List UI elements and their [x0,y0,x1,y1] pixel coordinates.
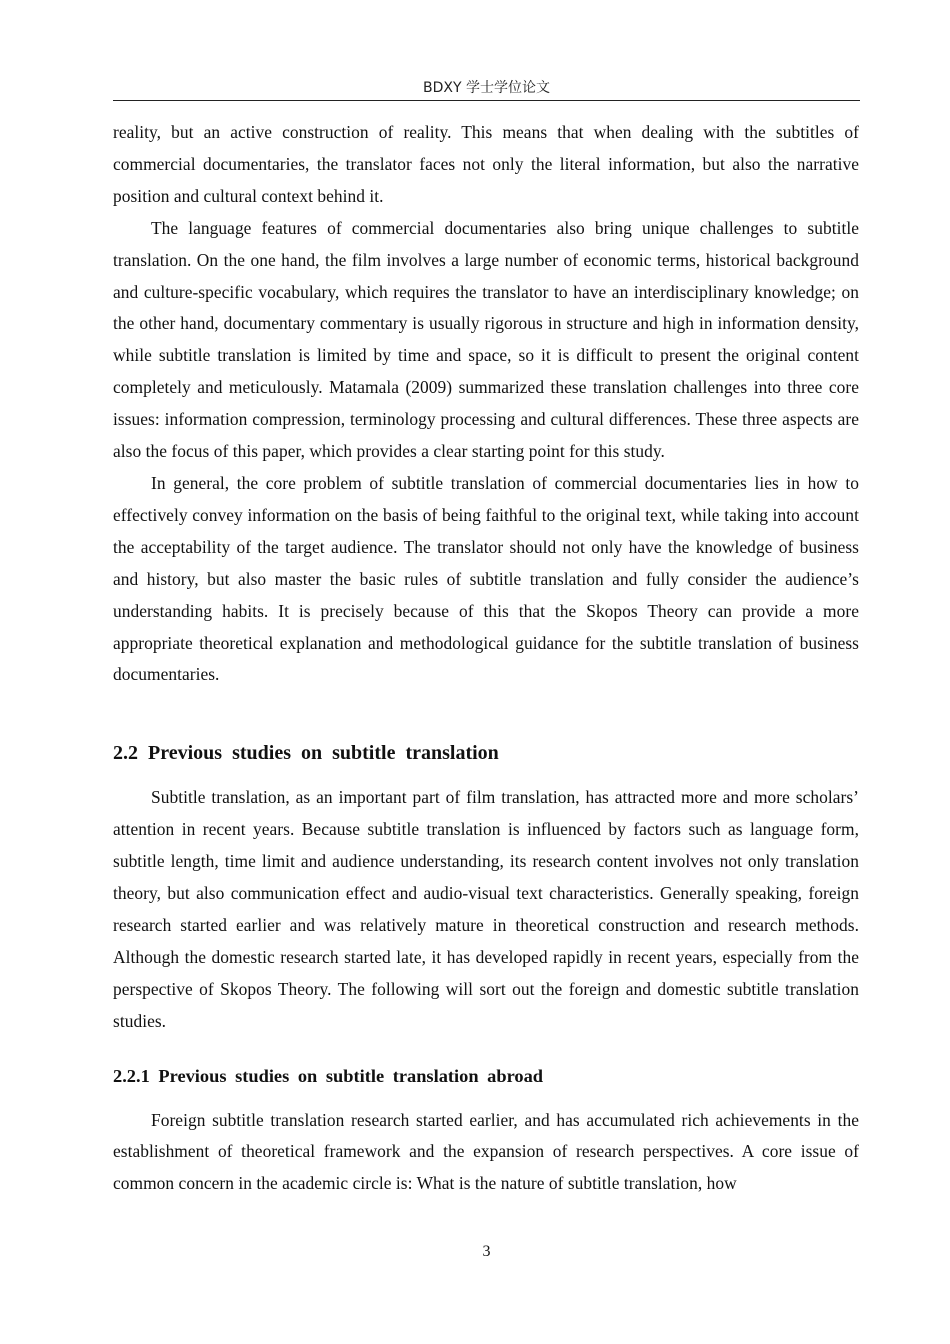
page-number: 3 [482,1243,491,1260]
paragraph-foreign-research: Foreign subtitle translation research started earlier, and has accumulated rich achievements in the establishment of theoretical framework and the expansion of research perspectives. A core issue of common concern in the academic circle is: What is the nature of subtitle translation, how [113,1109,859,1194]
paragraph-subtitle-translation-overview: Subtitle translation, as an important part of film translation, has attracted more and more scholars’ attention in recent years. Because subtitle translation is influenced by factors such as language form, subtitle length, time limit and audience understanding, its research content involves not only translation theory, but also communication effect and audio-visual text characteristics. Generally speaking, foreign research started earlier and was relatively mature in theoretical construction and research methods. Although the domestic research started late, it has developed rapidly in recent years, especially from the perspective of Skopos Theory. The following will sort out the foreign and domestic subtitle translation studies. [113,787,859,1031]
page-body [113,117,859,1200]
paragraph-core-problem: In general, the core problem of subtitle translation of commercial documentaries lies in how to effectively convey information on the basis of being faithful to the original text, while taking into account the acceptability of the target audience. The translator should not only have the knowledge of business and history, but also master the basic rules of subtitle translation and fully consider the audience’s understanding habits. It is precisely because of this that the Skopos Theory can provide a more appropriate theoretical explanation and methodological guidance for the subtitle translation of business documentaries. [113,472,859,685]
page-header: BDXY 学士学位论文 [423,80,550,96]
subsection-heading-2-2-1: 2.2.1 Previous studies on subtitle translation abroad [113,1065,544,1086]
section-heading-2-2: 2.2 Previous studies on subtitle translation [113,742,499,765]
header-rule [113,100,860,101]
paragraph-language-features: The language features of commercial documentaries also bring unique challenges to subtitle translation. On the one hand, the film involves a large number of economic terms, historical background and culture-specific vocabulary, which requires the translator to have an interdisciplinary knowledge; on the other hand, documentary commentary is usually rigorous in structure and high in information density, while subtitle translation is limited by time and space, so it is difficult to present the original content completely and meticulously. Matamala (2009) summarized these translation challenges into three core issues: information compression, terminology processing and cultural differences. These three aspects are also the focus of this paper, which provides a clear starting point for this study. [113,217,859,462]
paragraph-continuation: reality, but an active construction of reality. This means that when dealing with the subtitles of commercial documentaries, the translator faces not only the literal information, but also the narrative position and cultural context behind it. [113,122,859,206]
